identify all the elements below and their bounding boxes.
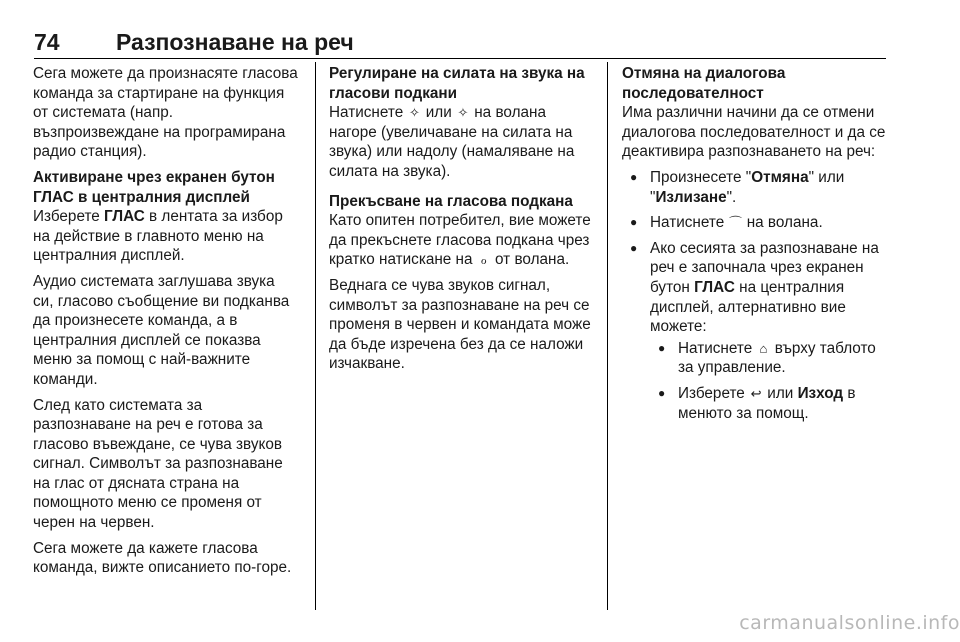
sub-options-list	[650, 339, 888, 423]
back-arrow-icon: ↩	[750, 385, 762, 401]
column-divider-2	[607, 62, 608, 610]
section-heading-interrupt: Прекъсване на гласова подкана	[329, 192, 573, 210]
list-item: ● Натиснете ⌂ върху таблото за управление.	[650, 339, 888, 378]
page-number: 74	[34, 29, 60, 55]
cancel-options-list	[622, 168, 888, 423]
paragraph-cancel-intro: Има различни начини да се отмени диалогова последователност и да се деактивира разпознаването на реч:	[622, 104, 886, 161]
home-icon: ⌂	[759, 340, 768, 356]
list-item: ● Произнесете "Отмяна" или "Излизане".	[622, 168, 888, 207]
list-item: ● Натиснете ⌒ на волана.	[622, 213, 888, 233]
page-title: Разпознаване на реч	[116, 29, 354, 55]
column-divider-1	[315, 62, 316, 610]
list-item: ● Ако сесията за разпознаване на реч е започнала чрез екранен бутон ГЛАС на централния дисплей, алтернативно вие можете: ● Натиснете ⌂ върху таблото за управление. ● Изберете ↩ или Изход в менюто за помощ.	[622, 239, 888, 423]
paragraph-immediate-beep: Веднага се чува звуков сигнал, символът за разпознаване на реч се променя в червен и командата може да бъде изречена без да се наложи изчакване.	[329, 276, 591, 373]
hang-up-icon: ⌒	[728, 215, 742, 231]
paragraph-audio-mute: Аудио системата заглушава звука си, гласово съобщение ви подканва да произнесете команда, а в централния дисплей се показва меню за помощ с най-важните команди.	[33, 272, 290, 388]
volume-up-icon: ✧	[409, 105, 420, 121]
intro-paragraph: Сега можете да произнасяте гласова команда за стартиране на функция от системата (напр. възпроизвеждане на програмирана радио станция).	[33, 65, 298, 161]
volume-down-icon: ✧	[457, 105, 469, 121]
page-header	[34, 30, 886, 59]
paragraph-select-voice: Изберете ГЛАС в лентата за избор на действие в главното меню на централния дисплей.	[33, 208, 283, 265]
column-3	[622, 64, 888, 429]
column-1	[33, 64, 299, 584]
list-item: ● Изберете ↩ или Изход в менюто за помощ.	[650, 384, 888, 423]
watermark: carmanualsonline.info	[739, 612, 960, 634]
paragraph-beep: След като системата за разпознаване на реч е готова за гласово въвеждане, се чува звуков сигнал. Символът за разпознаване на глас от дясната страна на помощното меню се променя от черен на червен.	[33, 396, 283, 532]
paragraph-interrupt: Като опитен потребител, вие можете да прекъснете гласова подкана чрез кратко натискане на ℴ от волана.	[329, 212, 591, 269]
paragraph-volume: Натиснете ✧ или ✧ на волана нагоре (увеличаване на силата на звука) или надолу (намаляване на силата на звука).	[329, 104, 575, 180]
voice-icon: ℴ	[480, 252, 487, 268]
paragraph-speak-command: Сега можете да кажете гласова команда, вижте описанието по-горе.	[33, 539, 292, 577]
section-heading-cancel: Отмяна на диалогова последователност	[622, 65, 786, 102]
column-2	[329, 64, 596, 380]
section-heading-volume: Регулиране на силата на звука на гласови подкани	[329, 65, 585, 102]
section-heading-activation: Активиране чрез екранен бутон ГЛАС в централния дисплей	[33, 168, 275, 206]
